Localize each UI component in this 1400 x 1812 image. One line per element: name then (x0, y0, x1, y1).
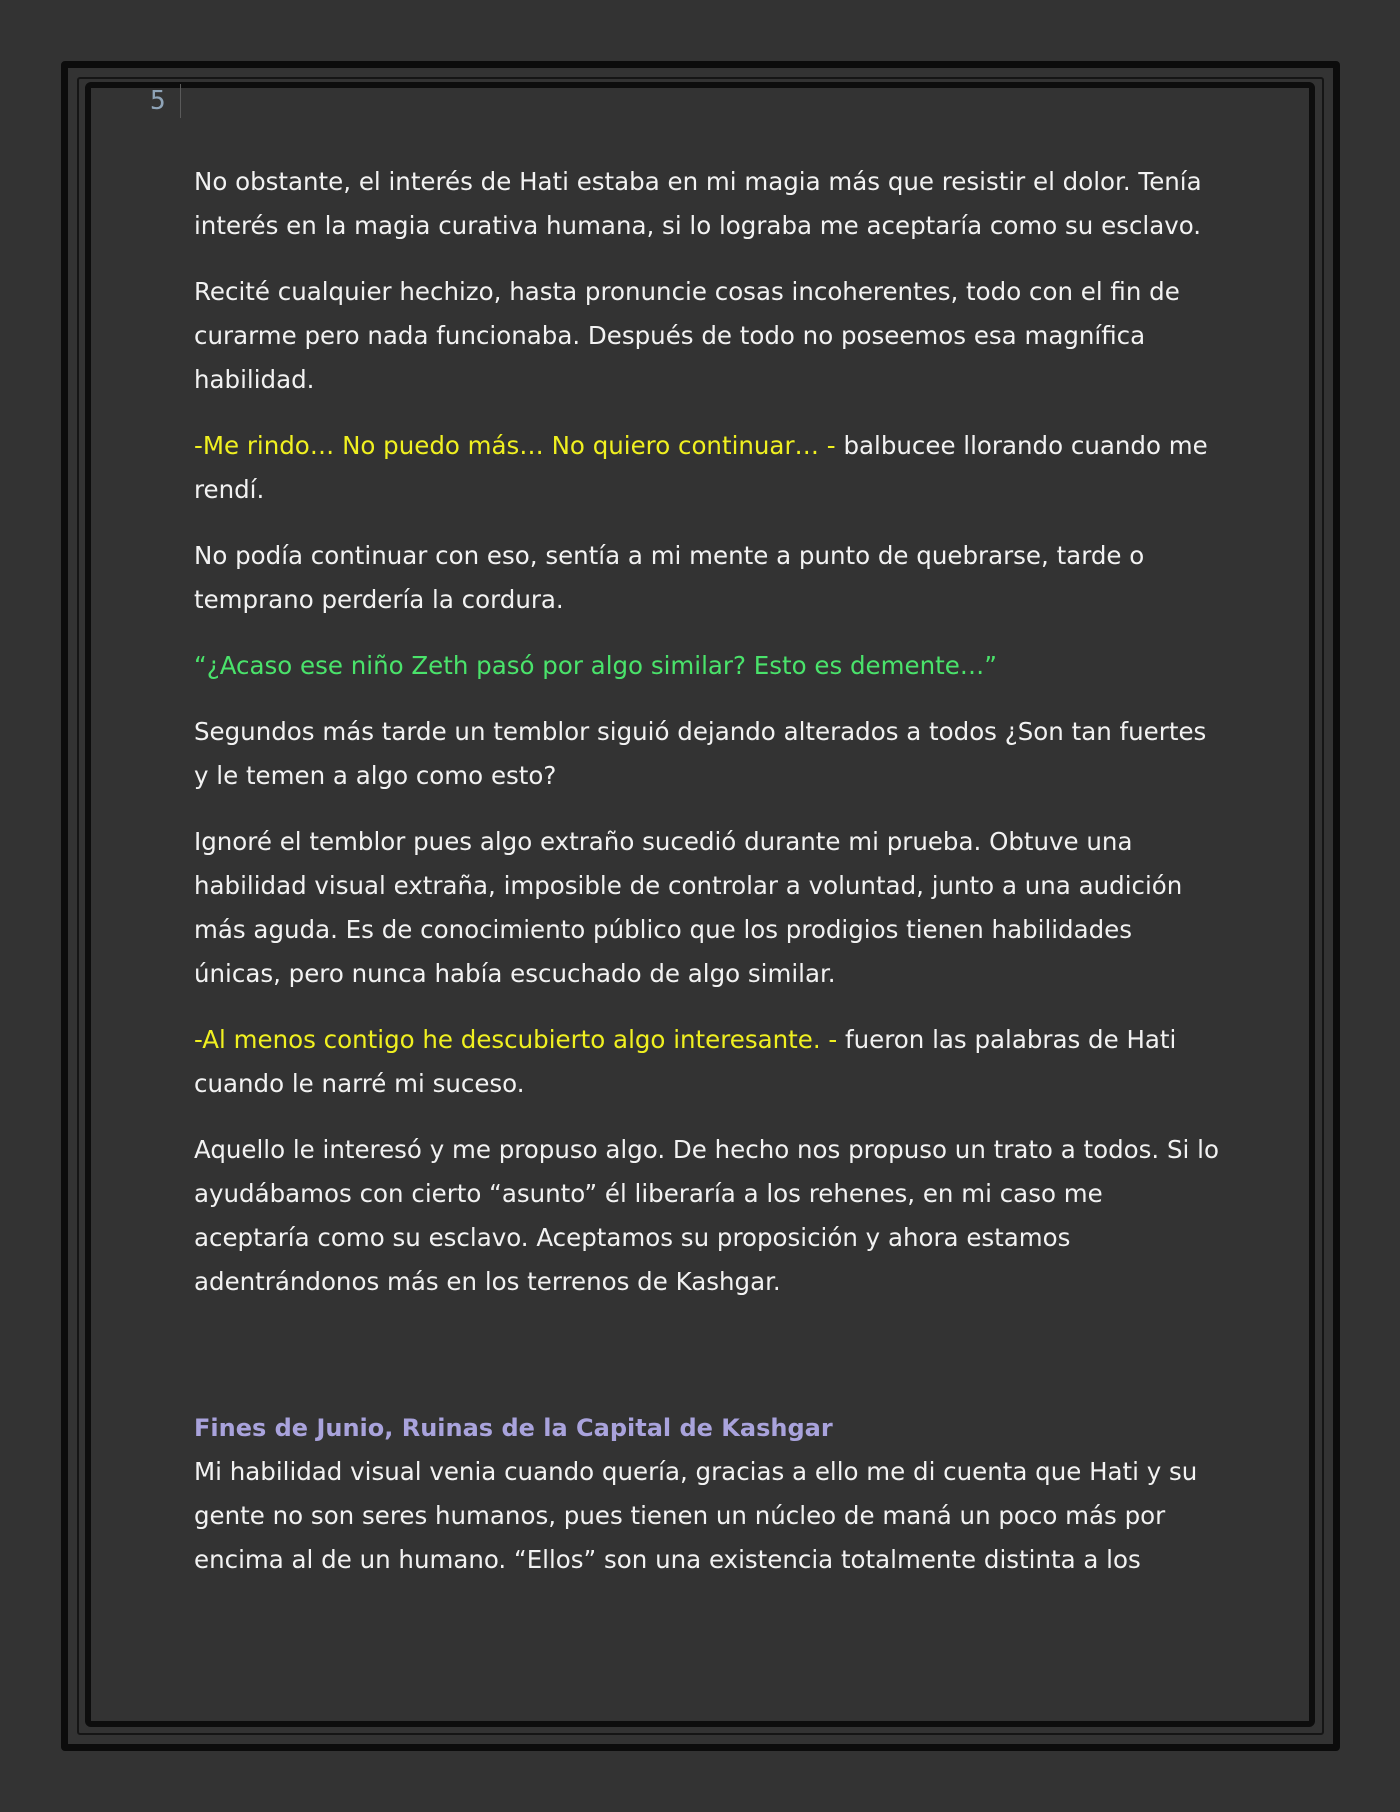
paragraph-2: Recité cualquier hechizo, hasta pronuncie cosas incoherentes, todo con el fin de curarme pero nada funcionaba. Después de todo no poseemos esa magnífica habilidad. (194, 277, 1180, 394)
paragraph-8 (194, 1018, 1224, 1106)
narration: balbucee llorando cuando me rendí. (194, 431, 1208, 504)
paragraph-3 (194, 424, 1224, 512)
page-number: 5 (150, 84, 181, 118)
paragraph-9: Aquello le interesó y me propuso algo. De hecho nos propuso un trato a todos. Si lo ayudábamos con cierto “asunto” él liberaría a los rehenes, en mi caso me aceptaría como su esclavo. Aceptamos su proposición y ahora estamos adentrándonos más en los terrenos de Kashgar. (194, 1135, 1219, 1296)
document-body (194, 160, 1224, 1604)
thought-line: “¿Acaso ese niño Zeth pasó por algo similar? Esto es demente…” (194, 651, 997, 680)
paragraph-1: No obstante, el interés de Hati estaba en mi magia más que resistir el dolor. Tenía interés en la magia curativa humana, si lo lograba me aceptaría como su esclavo. (194, 167, 1202, 240)
section-heading: Fines de Junio, Ruinas de la Capital de Kashgar (194, 1414, 833, 1442)
paragraph-4: No podía continuar con eso, sentía a mi mente a punto de quebrarse, tarde o temprano perdería la cordura. (194, 541, 1145, 614)
dialog-line: -Al menos contigo he descubierto algo interesante. - (194, 1025, 838, 1054)
dialog-line: -Me rindo… No puedo más… No quiero continuar… - (194, 431, 836, 460)
section-paragraph: Mi habilidad visual venia cuando quería, gracias a ello me di cuenta que Hati y su gente no son seres humanos, pues tienen un núcleo de maná un poco más por encima al de un humano. “Ellos” son una existencia totalmente distinta a los (194, 1457, 1198, 1574)
paragraph-6: Segundos más tarde un temblor siguió dejando alterados a todos ¿Son tan fuertes y le temen a algo como esto? (194, 717, 1207, 790)
paragraph-7: Ignoré el temblor pues algo extraño sucedió durante mi prueba. Obtuve una habilidad visual extraña, imposible de controlar a voluntad, junto a una audición más aguda. Es de conocimiento público que los prodigios tienen habilidades únicas, pero nunca había escuchado de algo similar. (194, 827, 1183, 988)
narration: fueron las palabras de Hati cuando le narré mi suceso. (194, 1025, 1177, 1098)
section-gap (194, 1326, 1224, 1406)
